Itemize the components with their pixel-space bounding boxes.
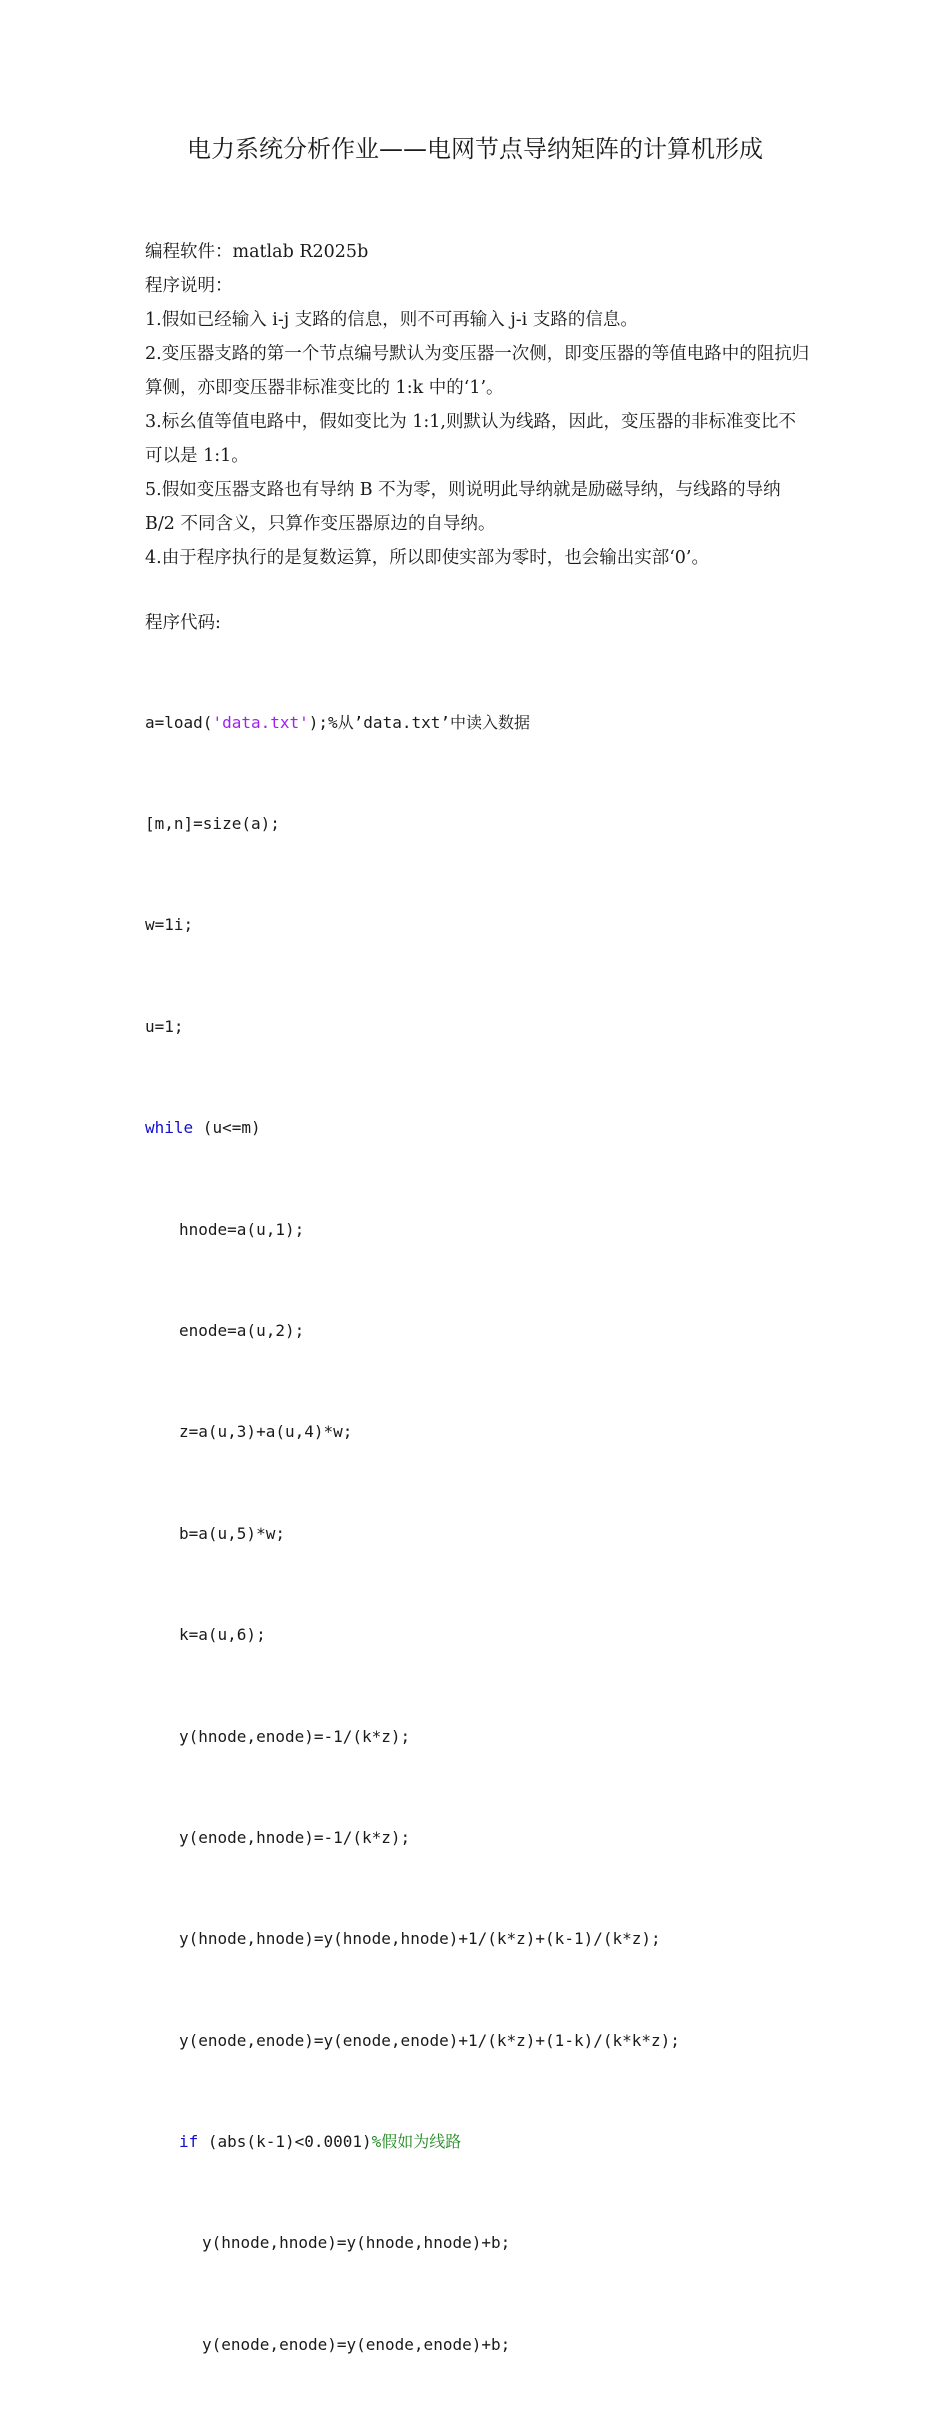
note-5: 5.假如变压器支路也有导纳 B 不为零，则说明此导纳就是励磁导纳，与线路的导纳 B/2 不同含义，只算作变压器原边的自导纳。 [145,480,781,534]
code-line-17: y(enode,enode)=y(enode,enode)+b; [202,2334,511,2354]
code-line-11: y(hnode,enode)=-1/(k*z); [179,1726,411,1746]
code-heading: 程序代码: [145,613,221,633]
code-block [145,638,680,2429]
code-line-12: y(enode,hnode)=-1/(k*z); [179,1827,411,1847]
note-4: 4.由于程序执行的是复数运算，所以即使实部为零时，也会输出实部‘0’。 [145,548,709,568]
code-line-2: [m,n]=size(a); [145,813,280,833]
code-text: a=load( [145,712,213,732]
code-line-8: z=a(u,3)+a(u,4)*w; [179,1422,353,1442]
code-text: (u<=m) [193,1118,261,1138]
code-line-10: k=a(u,6); [179,1625,266,1645]
note-3: 3.标幺值等值电路中，假如变比为 1:1,则默认为线路，因此，变压器的非标准变比不可以是 1:1。 [145,412,796,466]
code-line-15 [145,2125,680,2159]
code-line-4: u=1; [145,1016,184,1036]
software-line: 编程软件：matlab R2025b [145,242,369,262]
note-1: 1.假如已经输入 i-j 支路的信息，则不可再输入 j-i 支路的信息。 [145,310,638,330]
code-text: (abs(k-1)<0.0001) [198,2132,372,2152]
code-line-13: y(hnode,hnode)=y(hnode,hnode)+1/(k*z)+(k-1)/(k*z); [179,1929,661,1949]
code-line-6: hnode=a(u,1); [179,1219,305,1239]
code-line-5 [145,1111,680,1145]
code-string: 'data.txt' [212,712,309,732]
code-line-14: y(enode,enode)=y(enode,enode)+1/(k*z)+(1-k)/(k*k*z); [179,2030,680,2050]
code-line-7: enode=a(u,2); [179,1320,305,1340]
code-keyword: while [145,1118,194,1138]
code-line-3: w=1i; [145,915,194,935]
code-comment: %假如为线路 [371,2132,462,2152]
code-line-1 [145,706,680,740]
code-keyword: if [179,2132,199,2152]
document-title: 电力系统分析作业——电网节点导纳矩阵的计算机形成 [187,135,763,163]
code-line-16: y(hnode,hnode)=y(hnode,hnode)+b; [202,2233,511,2253]
note-2: 2.变压器支路的第一个节点编号默认为变压器一次侧，即变压器的等值电路中的阻抗归算侧，亦即变压器非标准变比的 1:k 中的‘1’。 [145,344,810,398]
code-line-9: b=a(u,5)*w; [179,1523,285,1543]
code-text: );%从’data.txt’中读入数据 [308,712,530,732]
notes-heading: 程序说明： [145,276,233,296]
